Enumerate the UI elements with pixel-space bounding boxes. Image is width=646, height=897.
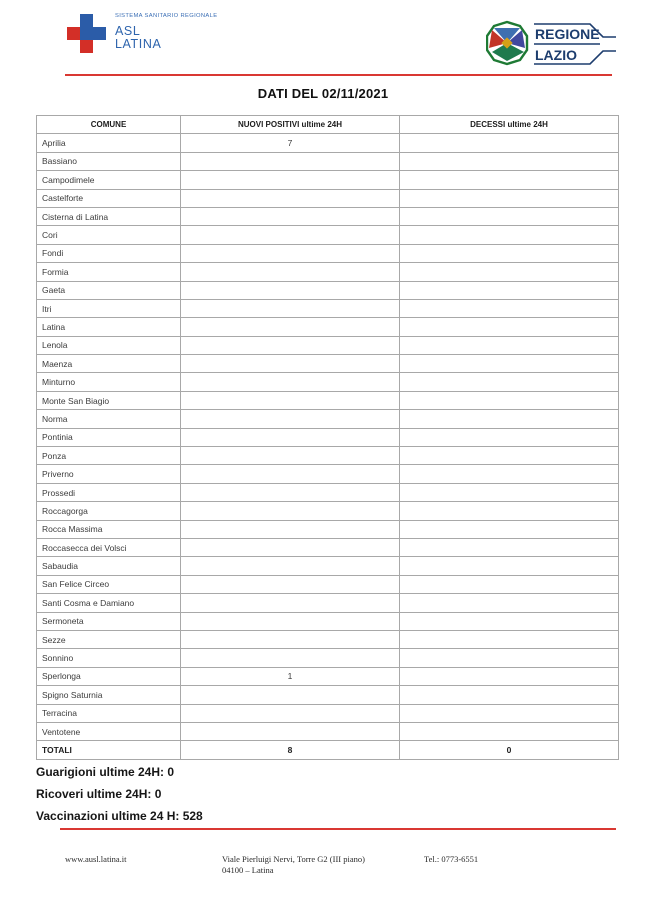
- nuovi-positivi-cell: [181, 244, 400, 262]
- comune-cell: Pontinia: [37, 428, 181, 446]
- decessi-cell: [400, 483, 619, 501]
- decessi-cell: [400, 520, 619, 538]
- table-row: [37, 410, 619, 428]
- decessi-cell: [400, 226, 619, 244]
- table-row: [37, 391, 619, 409]
- table-row: [37, 612, 619, 630]
- decessi-cell: [400, 594, 619, 612]
- nuovi-positivi-cell: [181, 465, 400, 483]
- table-row: [37, 189, 619, 207]
- table-row: [37, 336, 619, 354]
- footer-divider-line: [60, 828, 616, 830]
- nuovi-positivi-cell: [181, 575, 400, 593]
- comune-cell: Ponza: [37, 447, 181, 465]
- page-title: DATI DEL 02/11/2021: [257, 86, 389, 101]
- nuovi-positivi-cell: [181, 226, 400, 244]
- decessi-cell: [400, 575, 619, 593]
- nuovi-positivi-cell: [181, 447, 400, 465]
- table-row: [37, 207, 619, 225]
- nuovi-positivi-cell: [181, 263, 400, 281]
- comune-cell: San Felice Circeo: [37, 575, 181, 593]
- table-header: [37, 116, 619, 134]
- decessi-cell: [400, 373, 619, 391]
- table-row: [37, 318, 619, 336]
- decessi-cell: [400, 410, 619, 428]
- column-header-decessi: DECESSI ultime 24H: [400, 116, 619, 134]
- nuovi-positivi-cell: [181, 557, 400, 575]
- decessi-cell: [400, 281, 619, 299]
- table-body: [37, 134, 619, 741]
- comune-cell: Gaeta: [37, 281, 181, 299]
- header-divider-line: [65, 74, 612, 76]
- nuovi-positivi-cell: [181, 502, 400, 520]
- decessi-cell: [400, 336, 619, 354]
- decessi-cell: [400, 263, 619, 281]
- comune-cell: Bassiano: [37, 152, 181, 170]
- comune-cell: Santi Cosma e Damiano: [37, 594, 181, 612]
- footer-address-line2: 04100 – Latina: [222, 865, 274, 875]
- nuovi-positivi-cell: [181, 428, 400, 446]
- decessi-cell: [400, 704, 619, 722]
- nuovi-positivi-cell: [181, 299, 400, 317]
- footer-address-line1: Viale Pierluigi Nervi, Torre G2 (III piano): [222, 854, 365, 864]
- comune-cell: Castelforte: [37, 189, 181, 207]
- comune-cell: Maenza: [37, 355, 181, 373]
- decessi-cell: [400, 538, 619, 556]
- column-header-comune: COMUNE: [37, 116, 181, 134]
- decessi-cell: [400, 722, 619, 740]
- table-row: [37, 704, 619, 722]
- decessi-cell: [400, 299, 619, 317]
- regione-lazio-crest-icon: [486, 20, 618, 68]
- ricoveri-line: Ricoveri ultime 24H: 0: [36, 787, 162, 801]
- guarigioni-line: Guarigioni ultime 24H: 0: [36, 765, 175, 779]
- table-row: [37, 134, 619, 152]
- nuovi-positivi-cell: [181, 538, 400, 556]
- nuovi-positivi-cell: [181, 336, 400, 354]
- nuovi-positivi-cell: [181, 630, 400, 648]
- nuovi-positivi-cell: [181, 704, 400, 722]
- nuovi-positivi-cell: [181, 722, 400, 740]
- asl-logo-text: [115, 13, 295, 51]
- nuovi-positivi-cell: [181, 391, 400, 409]
- comune-cell: Roccagorga: [37, 502, 181, 520]
- table-row: [37, 722, 619, 740]
- covid-data-table: [36, 115, 619, 760]
- decessi-cell: [400, 557, 619, 575]
- table-row: [37, 281, 619, 299]
- comune-cell: Rocca Massima: [37, 520, 181, 538]
- nuovi-positivi-cell: [181, 686, 400, 704]
- table-row: [37, 373, 619, 391]
- table-row: [37, 649, 619, 667]
- decessi-cell: [400, 465, 619, 483]
- decessi-cell: [400, 189, 619, 207]
- decessi-cell: [400, 207, 619, 225]
- table-row: [37, 686, 619, 704]
- decessi-cell: [400, 649, 619, 667]
- table-row: [37, 263, 619, 281]
- table-row: [37, 630, 619, 648]
- comune-cell: Ventotene: [37, 722, 181, 740]
- totals-label: TOTALI: [37, 741, 181, 759]
- nuovi-positivi-cell: [181, 281, 400, 299]
- nuovi-positivi-cell: [181, 373, 400, 391]
- comune-cell: Minturno: [37, 373, 181, 391]
- decessi-cell: [400, 318, 619, 336]
- decessi-cell: [400, 134, 619, 152]
- comune-cell: Campodimele: [37, 171, 181, 189]
- nuovi-positivi-cell: 7: [181, 134, 400, 152]
- nuovi-positivi-cell: [181, 612, 400, 630]
- nuovi-positivi-cell: [181, 355, 400, 373]
- decessi-cell: [400, 612, 619, 630]
- table-row: [37, 557, 619, 575]
- comune-cell: Formia: [37, 263, 181, 281]
- comune-cell: Itri: [37, 299, 181, 317]
- table-row: [37, 171, 619, 189]
- table-row: [37, 299, 619, 317]
- comune-cell: Sermoneta: [37, 612, 181, 630]
- decessi-cell: [400, 152, 619, 170]
- comune-cell: Aprilia: [37, 134, 181, 152]
- comune-cell: Spigno Saturnia: [37, 686, 181, 704]
- table-row: [37, 575, 619, 593]
- decessi-cell: [400, 171, 619, 189]
- summary-block: [36, 761, 203, 827]
- comune-cell: Norma: [37, 410, 181, 428]
- nuovi-positivi-cell: [181, 318, 400, 336]
- table-row: [37, 667, 619, 685]
- table-row: [37, 594, 619, 612]
- comune-cell: Sabaudia: [37, 557, 181, 575]
- comune-cell: Latina: [37, 318, 181, 336]
- nuovi-positivi-cell: [181, 207, 400, 225]
- totals-decessi: 0: [400, 741, 619, 759]
- decessi-cell: [400, 502, 619, 520]
- table-row: [37, 465, 619, 483]
- comune-cell: Priverno: [37, 465, 181, 483]
- comune-cell: Sonnino: [37, 649, 181, 667]
- column-header-nuovi-positivi: NUOVI POSITIVI ultime 24H: [181, 116, 400, 134]
- nuovi-positivi-cell: 1: [181, 667, 400, 685]
- table-row: [37, 355, 619, 373]
- table-row: [37, 428, 619, 446]
- nuovi-positivi-cell: [181, 483, 400, 501]
- footer-website: www.ausl.latina.it: [65, 854, 127, 864]
- regione-lazio-logo: [486, 20, 618, 68]
- nuovi-positivi-cell: [181, 171, 400, 189]
- decessi-cell: [400, 447, 619, 465]
- comune-cell: Fondi: [37, 244, 181, 262]
- nuovi-positivi-cell: [181, 152, 400, 170]
- nuovi-positivi-cell: [181, 649, 400, 667]
- nuovi-positivi-cell: [181, 189, 400, 207]
- asl-name: ASL LATINA: [115, 24, 162, 51]
- comune-cell: Prossedi: [37, 483, 181, 501]
- asl-cross-icon: [67, 14, 106, 53]
- footer-address: [222, 854, 365, 876]
- table-row: [37, 483, 619, 501]
- comune-cell: Sezze: [37, 630, 181, 648]
- comune-cell: Cisterna di Latina: [37, 207, 181, 225]
- table-row: [37, 520, 619, 538]
- decessi-cell: [400, 391, 619, 409]
- totals-row: [37, 741, 619, 759]
- decessi-cell: [400, 686, 619, 704]
- comune-cell: Roccasecca dei Volsci: [37, 538, 181, 556]
- nuovi-positivi-cell: [181, 520, 400, 538]
- nuovi-positivi-cell: [181, 594, 400, 612]
- totals-nuovi-positivi: 8: [181, 741, 400, 759]
- comune-cell: Cori: [37, 226, 181, 244]
- table-row: [37, 502, 619, 520]
- lazio-text: LAZIO: [535, 47, 577, 63]
- table-row: [37, 244, 619, 262]
- sistema-sanitario-label: SISTEMA SANITARIO REGIONALE: [115, 13, 218, 19]
- comune-cell: Sperlonga: [37, 667, 181, 685]
- table-row: [37, 226, 619, 244]
- footer-phone: Tel.: 0773-6551: [424, 854, 479, 864]
- table-row: [37, 447, 619, 465]
- decessi-cell: [400, 667, 619, 685]
- decessi-cell: [400, 428, 619, 446]
- comune-cell: Terracina: [37, 704, 181, 722]
- comune-cell: Monte San Biagio: [37, 391, 181, 409]
- vaccinazioni-line: Vaccinazioni ultime 24 H: 528: [36, 809, 203, 823]
- nuovi-positivi-cell: [181, 410, 400, 428]
- table-row: [37, 152, 619, 170]
- table-row: [37, 538, 619, 556]
- decessi-cell: [400, 630, 619, 648]
- decessi-cell: [400, 355, 619, 373]
- footer: [0, 852, 646, 892]
- decessi-cell: [400, 244, 619, 262]
- regione-text: REGIONE: [535, 26, 600, 42]
- comune-cell: Lenola: [37, 336, 181, 354]
